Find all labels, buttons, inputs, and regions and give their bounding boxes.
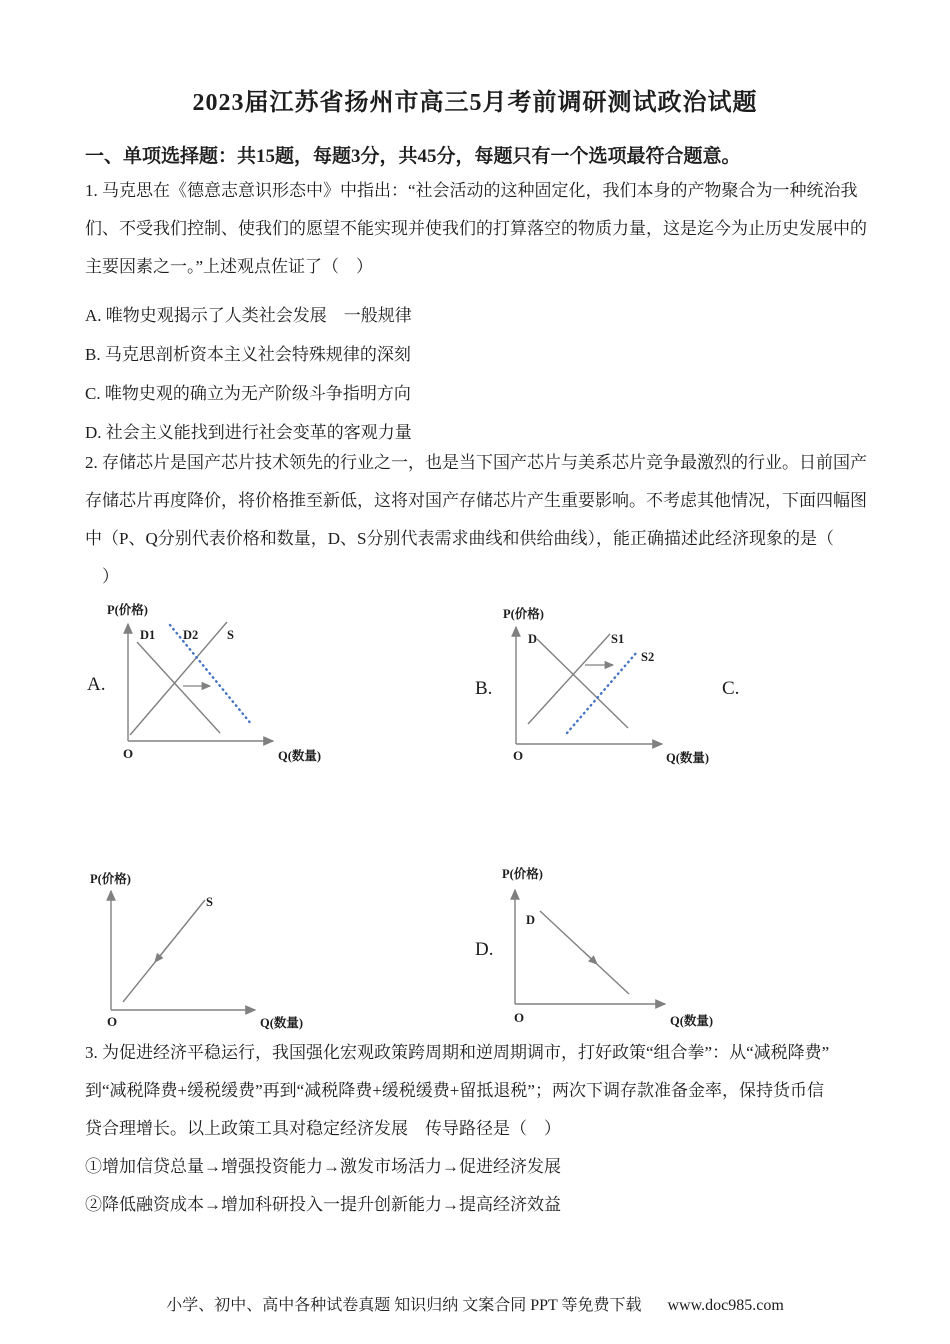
y-axis-label: P(价格) [90, 872, 131, 886]
question-1-option-c: C. 唯物史观的确立为无产阶级斗争指明方向 [85, 384, 411, 403]
question-1-option-a: A. 唯物史观揭示了人类社会发展 一般规律 [85, 306, 412, 325]
x-axis-label: Q(数量) [666, 751, 710, 765]
curve-label-d: D [528, 632, 538, 646]
curve-label-s: S [227, 628, 234, 642]
y-axis-label: P(价格) [502, 867, 543, 881]
x-axis-label: Q(数量) [278, 749, 322, 763]
question-1-line-3: 主要因素之一。”上述观点佐证了（ ） [85, 257, 374, 276]
question-1-option-b: B. 马克思剖析资本主义社会特殊规律的深刻 [85, 345, 411, 364]
curve-label-s1: S1 [611, 632, 625, 646]
move-along-curve-arrow [155, 942, 171, 962]
question-1-line-1: 1. 马克思在《德意志意识形态中》中指出：“社会活动的这种固定化，我们本身的产物聚合为一种统治我 [85, 181, 858, 200]
watermark-footer [0, 1292, 950, 1315]
footer-text: 小学、初中、高中各种试卷真题 知识归纳 文案合同 PPT 等免费下载 [166, 1297, 642, 1314]
demand-curve-d [537, 639, 628, 728]
demand-curve-d1 [137, 642, 220, 733]
curve-label-s: S [206, 895, 213, 909]
origin-label: O [107, 1014, 118, 1029]
question-3-text [85, 1034, 905, 1224]
question-1-text [85, 172, 905, 286]
diagram-b [495, 598, 735, 770]
diagram-c-letter: C. [722, 678, 740, 699]
footer-site-url: www.doc985.com [667, 1297, 784, 1314]
origin-label: O [123, 746, 134, 761]
question-2-line-4: ） [85, 567, 119, 586]
origin-label: O [514, 1010, 525, 1025]
supply-curve-s1 [528, 634, 610, 724]
curve-label-d: D [526, 913, 536, 927]
diagram-a [85, 598, 335, 770]
diagram-d [495, 857, 735, 1035]
question-3-line-1: 3. 为促进经济平稳运行，我国强化宏观政策跨周期和逆周期调市，打好政策“组合拳”：从“减税降费” [85, 1043, 830, 1062]
x-axis-label: Q(数量) [670, 1014, 714, 1028]
question-3-path-1: ①增加信贷总量→增强投资能力→激发市场活力→促进经济发展 [85, 1157, 561, 1176]
question-3-path-2: ②降低融资成本→增加科研投入一提升创新能力→提高经济效益 [85, 1195, 561, 1214]
question-1-line-2: 们、不受我们控制、使我们的愿望不能实现并使我们的打算落空的物质力量，这是迄今为止历史发展中的 [85, 219, 867, 238]
x-axis-label: Q(数量) [260, 1016, 304, 1030]
curve-label-s2: S2 [641, 650, 655, 664]
diagram-b-letter: B. [475, 678, 493, 699]
curve-label-d2: D2 [183, 628, 199, 642]
diagram-d-letter: D. [475, 939, 494, 960]
question-3-line-2: 到“减税降费+缓税缓费”再到“减税降费+缓税缓费+留抵退税”；两次下调存款准备金率，保持货币信 [85, 1081, 824, 1100]
diagram-c [85, 857, 310, 1035]
shifted-supply-curve-s2 [567, 652, 637, 733]
question-2-text [85, 444, 905, 596]
curve-label-d1: D1 [140, 628, 156, 642]
question-2-line-1: 2. 存储芯片是国产芯片技术领先的行业之一，也是当下国产芯片与美系芯片竞争最激烈的行业。日前国产 [85, 453, 867, 472]
y-axis-label: P(价格) [107, 603, 148, 617]
y-axis-label: P(价格) [503, 607, 544, 621]
diagram-a-letter: A. [87, 674, 106, 695]
question-3-line-3: 贷合理增长。以上政策工具对稳定经济发展 传导路径是（ ） [85, 1119, 561, 1138]
question-2-line-2: 存储芯片再度降价，将价格推至新低，这将对国产存储芯片产生重要影响。不考虑其他情况，下面四幅图 [85, 491, 867, 510]
question-1-options [85, 296, 905, 452]
question-2-line-3: 中（P、Q分别代表价格和数量，D、S分别代表需求曲线和供给曲线），能正确描述此经济现象的是（ [85, 529, 834, 548]
question-2-diagram-grid [0, 595, 950, 1045]
move-along-curve-arrow [583, 951, 597, 964]
question-1-option-d: D. 社会主义能找到进行社会变革的客观力量 [85, 423, 412, 442]
origin-label: O [513, 748, 524, 763]
section-heading: 一、单项选择题：共15题，每题3分，共45分，每题只有一个选项最符合题意。 [85, 146, 741, 167]
page-title: 2023届江苏省扬州市高三5月考前调研测试政治试题 [192, 90, 758, 116]
